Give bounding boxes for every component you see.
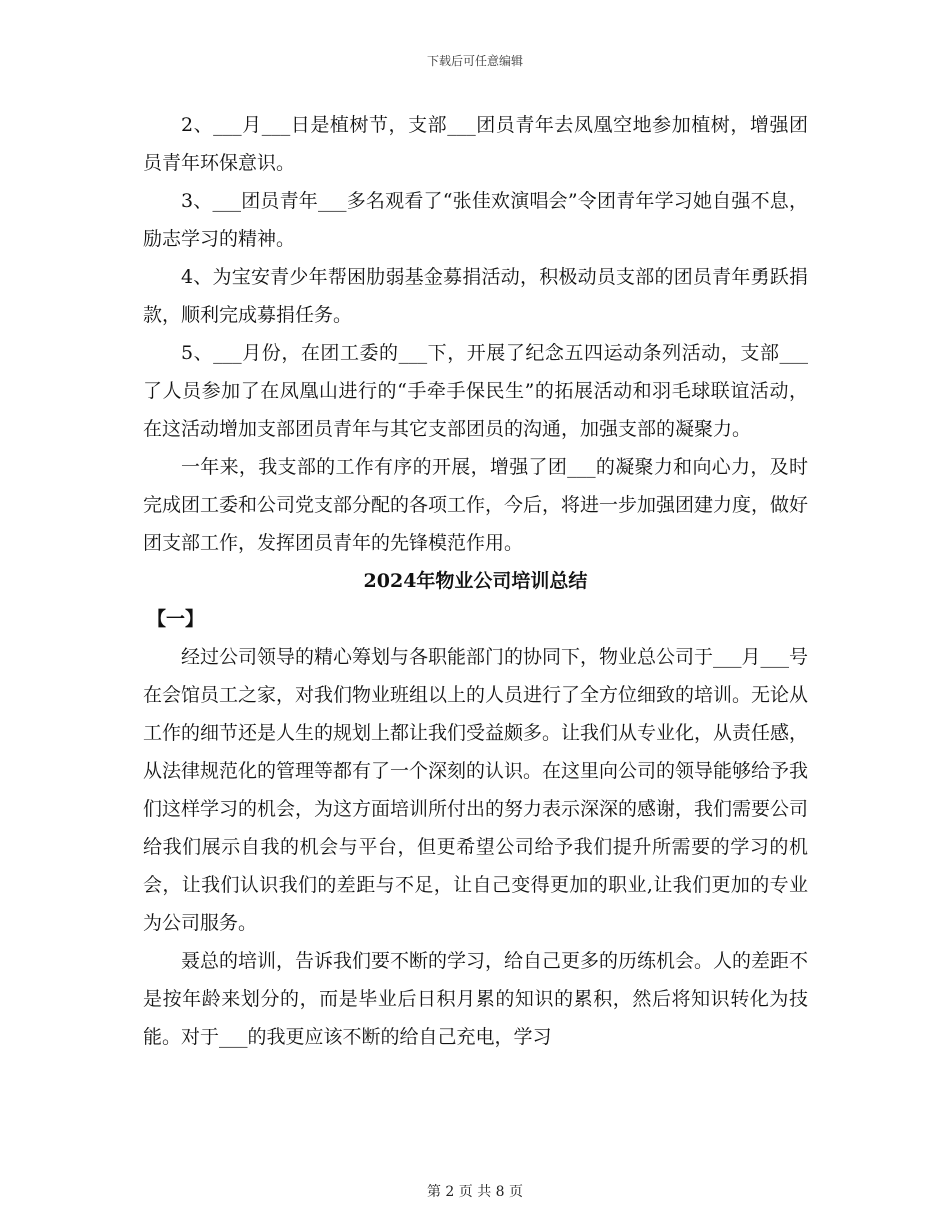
section-label: 【一】 (147, 608, 205, 630)
page-header: 下载后可任意编辑 (426, 54, 523, 68)
document-body (143, 106, 808, 1056)
page-footer: 第 2 页 共 8 页 (426, 1184, 524, 1200)
document-title: 2024年物业公司培训总结 (363, 570, 588, 592)
paragraph: 3、___团员青年___多名观看了“张佳欢演唱会”令团青年学习她自强不息，励志学习的精神。 (143, 190, 808, 250)
paragraph: 聂总的培训，告诉我们要不断的学习，给自己更多的历练机会。人的差距不是按年龄来划分的，而是毕业后日积月累的知识的累积，然后将知识转化为技能。对于___的我更应该不断的给自己充电，学习 (143, 950, 809, 1048)
paragraph: 一年来，我支部的工作有序的开展，增强了团___的凝聚力和向心力，及时完成团工委和公司党支部分配的各项工作，今后，将进一步加强团建力度，做好团支部工作，发挥团员青年的先锋模范作用。 (143, 456, 809, 554)
paragraph: 4、为宝安青少年帮困肋弱基金募捐活动，积极动员支部的团员青年勇跃捐款，顺利完成募捐任务。 (143, 266, 808, 326)
paragraph: 2、___月___日是植树节，支部___团员青年去凤凰空地参加植树，增强团员青年环保意识。 (143, 114, 808, 174)
paragraph: 5、___月份，在团工委的___下，开展了纪念五四运动条列活动，支部___了人员参加了在凤凰山进行的“手牵手保民生”的拓展活动和羽毛球联谊活动，在这活动增加支部团员青年与其它支部团员的沟通，加强支部的凝聚力。 (143, 342, 808, 440)
paragraph: 经过公司领导的精心筹划与各职能部门的协同下，物业总公司于___月___号在会馆员工之家，对我们物业班组以上的人员进行了全方位细致的培训。无论从工作的细节还是人生的规划上都让我们受益颇多。让我们从专业化，从责任感，从法律规范化的管理等都有了一个深刻的认识。在这里向公司的领导能够给予我们这样学习的机会，为这方面培训所付出的努力表示深深的感谢，我们需要公司给我们展示自我的机会与平台，但更希望公司给予我们提升所需要的学习的机会，让我们认识我们的差距与不足，让自己变得更加的职业,让我们更加的专业为公司服务。 (143, 646, 809, 934)
